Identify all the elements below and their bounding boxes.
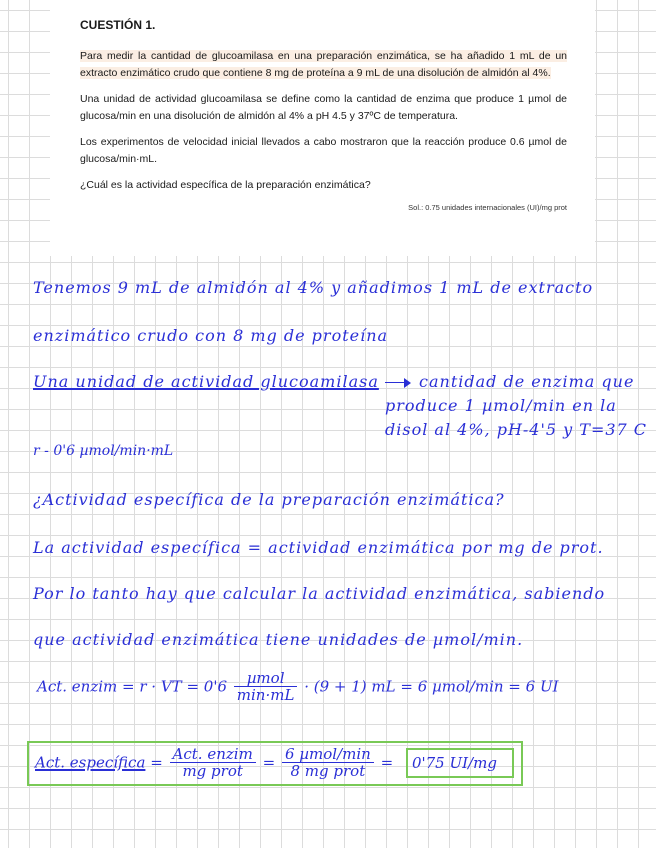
question-title: CUESTIÓN 1. [80, 18, 156, 32]
equation-activity-lhs: Act. enzim = r · VT = 0'6 [37, 677, 227, 696]
equation-specific-activity: Act. específica = $\frac{\text{Act. enzim}}{\text{mg prot}}$ = $\frac{\text{6 µmol/min}}{\text{8 mg prot}}$ = 0'75 UI/mg [35, 745, 497, 780]
specific-activity-result: 0'75 UI/mg [411, 753, 497, 772]
fraction-denominator: mg prot [182, 762, 243, 780]
equation-activity [37, 670, 559, 703]
fraction-numerator: µmol [234, 670, 298, 687]
handwritten-line-1: Tenemos 9 mL de almidón al 4% y añadimos 1 mL de extracto [33, 278, 594, 297]
fraction-denominator: 8 mg prot [290, 762, 366, 780]
handwritten-line-4: produce 1 µmol/min en la [385, 396, 617, 415]
question-paragraph-3: Los experimentos de velocidad inicial llevados a cabo mostraron que la reacción produce 0.6 µmol de glucosa/min·mL. [80, 136, 567, 165]
handwritten-line-3 [33, 372, 634, 391]
fraction-values [282, 746, 374, 779]
printed-question-block [50, 0, 595, 256]
solution-note: Sol.: 0.75 unidades internacionales (UI)/mg prot [408, 203, 567, 212]
fraction-act-enzim-over-mg [170, 746, 256, 779]
handwritten-line-5: disol al 4%, pH-4'5 y T=37 C [385, 420, 648, 439]
fraction-numerator: Act. enzim [170, 746, 256, 763]
handwritten-line-8: La actividad específica = actividad enzimática por mg de prot. [33, 538, 604, 557]
definition-start: cantidad de enzima que [419, 372, 635, 391]
fraction-denominator: min·mL [236, 686, 295, 704]
arrow-right-icon [385, 378, 413, 388]
fraction-umol-per-min-ml [234, 670, 298, 703]
specific-activity-label: Act. específica [35, 753, 146, 772]
equation-activity-rhs: · (9 + 1) mL = 6 µmol/min = 6 UI [304, 677, 559, 696]
question-paragraph-1 [80, 48, 567, 82]
handwritten-line-10: que actividad enzimática tiene unidades de µmol/min. [33, 630, 524, 649]
definition-term: Una unidad de actividad glucoamilasa [33, 372, 379, 391]
question-paragraph-2: Una unidad de actividad glucoamilasa se define como la cantidad de enzima que produce 1 µmol de glucosa/min en una disolución de almidón al 4% a pH 4.5 y 37ºC de temperatura. [80, 93, 567, 122]
highlighted-statement: Para medir la cantidad de glucoamilasa en una preparación enzimática, se ha añadido 1 mL de un extracto enzimático crudo que contiene 8 mg de proteína a 9 mL de una disolución de almidón al 4%. [80, 50, 567, 79]
handwritten-rate: r - 0'6 µmol/min·mL [33, 443, 174, 459]
handwritten-line-2: enzimático crudo con 8 mg de proteína [33, 326, 389, 345]
handwritten-line-9: Por lo tanto hay que calcular la actividad enzimática, sabiendo [33, 584, 606, 603]
fraction-numerator: 6 µmol/min [282, 746, 374, 763]
handwritten-line-7: ¿Actividad específica de la preparación enzimática? [33, 490, 505, 509]
question-prompt: ¿Cuál es la actividad específica de la preparación enzimática? [80, 179, 371, 191]
